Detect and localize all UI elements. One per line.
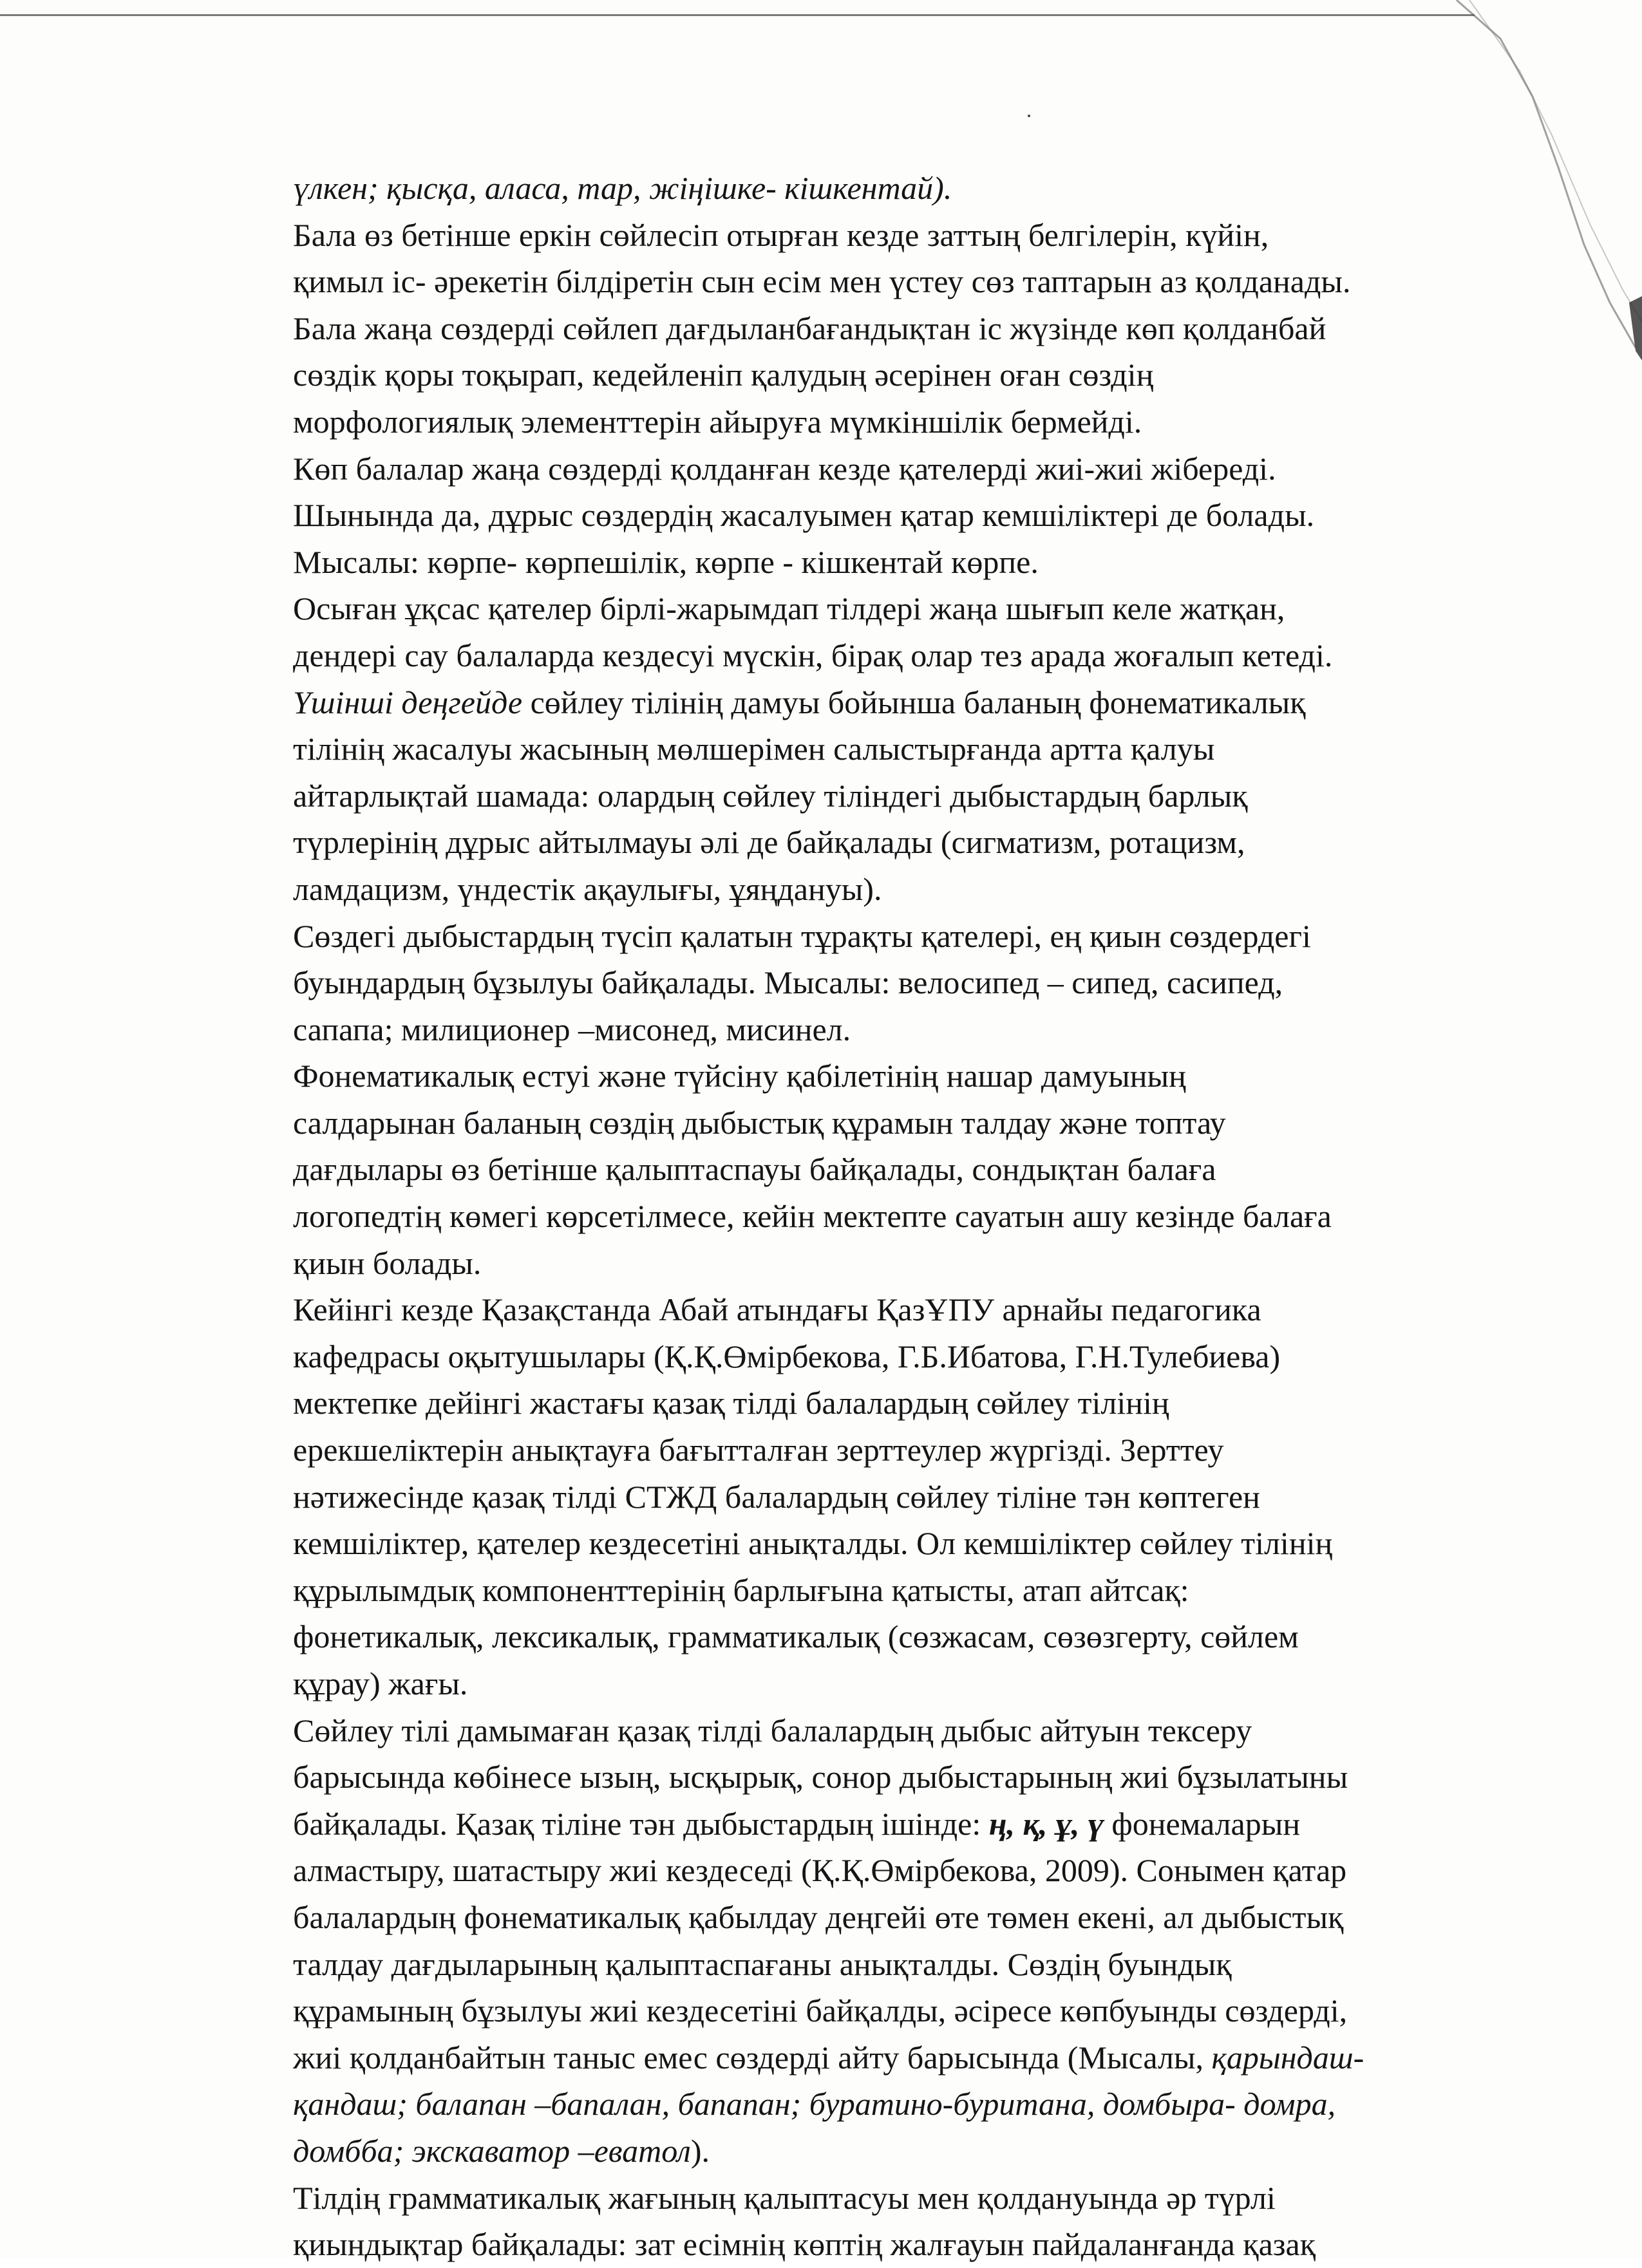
text-line <box>293 305 1574 352</box>
text-line <box>293 258 1574 305</box>
text-run: дендері сау балаларда кездесуі мүскін, бірақ олар тез арада жоғалып кетеді. <box>293 637 1333 673</box>
text-run: Үшінші деңгейде <box>293 684 523 720</box>
text-line <box>293 1427 1574 1474</box>
text-run: құрау) жағы. <box>293 1665 468 1701</box>
text-line <box>293 212 1574 259</box>
text-line <box>293 445 1574 492</box>
text-line <box>293 2221 1574 2268</box>
document-text <box>293 165 1574 2268</box>
text-line <box>293 398 1574 445</box>
text-run: сапапа; милиционер –мисонед, мисинел. <box>293 1011 851 1047</box>
text-line <box>293 632 1574 679</box>
text-run: қиын болады. <box>293 1244 482 1281</box>
text-run: барысында көбінесе ызың, ысқырық, сонор дыбыстарының жиі бұзылатыны <box>293 1759 1348 1795</box>
text-run: Кейінгі кезде Қазақстанда Абай атындағы ҚазҰПУ арнайы педагогика <box>293 1291 1261 1328</box>
text-run: Мысалы: көрпе- көрпешілік, көрпе - кішкентай көрпе. <box>293 543 1039 580</box>
text-run: Сөздегі дыбыстардың түсіп қалатын тұрақты қателері, ең қиын сөздердегі <box>293 917 1311 954</box>
text-line <box>293 679 1574 726</box>
text-run: Тілдің грамматикалық жағының қалыптасуы мен қолдануында әр түрлі <box>293 2179 1276 2216</box>
text-run: Осыған ұқсас қателер бірлі-жарымдап тілдері жаңа шығып келе жатқан, <box>293 590 1285 627</box>
text-line <box>293 773 1574 820</box>
scan-dust-speck <box>1028 115 1030 117</box>
text-line <box>293 1894 1574 1941</box>
text-run: Фонематикалық естуі және түйсіну қабілетінің нашар дамуының <box>293 1058 1186 1094</box>
text-run: логопедтің көмегі көрсетілмесе, кейін мектепте сауатын ашу кезінде балаға <box>293 1198 1332 1235</box>
text-run: үлкен; қысқа, аласа, тар, жіңішке- кішкентай). <box>293 170 952 206</box>
text-line <box>293 165 1574 212</box>
text-run: нәтижесінде қазақ тілді СТЖД балалардың сөйлеу тіліне тән көптеген <box>293 1478 1260 1515</box>
text-run: қиындықтар байқалады: зат есімнің көптің жалғауын пайдаланғанда қазақ <box>293 2226 1316 2263</box>
text-line <box>293 913 1574 960</box>
text-line <box>293 1707 1574 1754</box>
text-line <box>293 1333 1574 1380</box>
text-line <box>293 1240 1574 1287</box>
text-run: морфологиялық элементтерін айыруға мүмкіншілік бермейді. <box>293 403 1142 440</box>
text-run: қандаш; балапан –бапалан, бапапан; буратино-буритана, домбыра- домра, <box>293 2086 1336 2123</box>
text-line <box>293 1520 1574 1567</box>
text-run: Шынында да, дұрыс сөздердің жасалуымен қатар кемшіліктері де болады. <box>293 497 1315 534</box>
text-run: байқалады. Қазақ тіліне тән дыбыстардың ішінде: <box>293 1805 989 1842</box>
text-line <box>293 1567 1574 1614</box>
text-line <box>293 1146 1574 1193</box>
text-line <box>293 1100 1574 1147</box>
text-run: тілінің жасалуы жасының мөлшерімен салыстырғанда артта қалуы <box>293 731 1215 767</box>
text-line <box>293 539 1574 586</box>
text-line <box>293 819 1574 866</box>
text-line <box>293 1847 1574 1894</box>
text-line <box>293 866 1574 913</box>
text-line <box>293 1941 1574 1988</box>
text-run: салдарынан баланың сөздің дыбыстық құрамын талдау және топтау <box>293 1104 1226 1141</box>
text-line <box>293 1801 1574 1848</box>
text-line <box>293 2034 1574 2081</box>
text-run: домбба; экскаватор –еватол <box>293 2132 691 2169</box>
text-line <box>293 1193 1574 1240</box>
text-line <box>293 1053 1574 1100</box>
text-run: түрлерінің дұрыс айтылмауы әлі де байқалады (сигматизм, ротацизм, <box>293 824 1245 861</box>
text-line <box>293 1987 1574 2034</box>
text-run: фонемаларын <box>1103 1805 1301 1842</box>
text-line <box>293 1380 1574 1427</box>
text-run: кемшіліктер, қателер кездесетіні анықталды. Ол кемшіліктер сөйлеу тілінің <box>293 1525 1333 1562</box>
text-run: құрамының бұзылуы жиі кездесетіні байқалды, әсіресе көпбуынды сөздерді, <box>293 1992 1348 2029</box>
text-run: ң, қ, ұ, ү <box>988 1805 1104 1842</box>
text-run: қарындаш- <box>1211 2039 1364 2076</box>
text-line <box>293 585 1574 632</box>
text-run: құрылымдық компоненттерінің барлығына қатысты, атап айтсақ: <box>293 1571 1189 1608</box>
text-run: Бала жаңа сөздерді сөйлеп дағдыланбағандықтан іс жүзінде көп қолданбай <box>293 310 1326 346</box>
text-run: Көп балалар жаңа сөздерді қолданған кезде қателерді жиі-жиі жібереді. <box>293 450 1276 487</box>
text-line <box>293 492 1574 539</box>
text-line <box>293 1474 1574 1521</box>
text-run: ламдацизм, үндестік ақаулығы, ұяңдануы). <box>293 870 882 907</box>
text-run: қимыл іс- әрекетін білдіретін сын есім мен үстеу сөз таптарын аз қолданады. <box>293 263 1351 300</box>
text-line <box>293 959 1574 1006</box>
text-run: талдау дағдыларының қалыптаспағаны анықталды. Сөздің буындық <box>293 1945 1232 1982</box>
text-line <box>293 2081 1574 2128</box>
text-run: мектепке дейінгі жастағы қазақ тілді балалардың сөйлеу тілінің <box>293 1385 1169 1421</box>
text-line <box>293 2128 1574 2175</box>
text-run: Сөйлеу тілі дамымаған қазақ тілді балалардың дыбыс айтуын тексеру <box>293 1712 1252 1748</box>
text-run: буындардың бұзылуы байқалады. Мысалы: велосипед – сипед, сасипед, <box>293 964 1283 1001</box>
text-line <box>293 1613 1574 1660</box>
text-run: ). <box>690 2132 710 2169</box>
text-line <box>293 2175 1574 2222</box>
text-line <box>293 1006 1574 1053</box>
text-run: алмастыру, шатастыру жиі кездеседі (Қ.Қ.Өмірбекова, 2009). Сонымен қатар <box>293 1852 1347 1889</box>
text-run: Бала өз бетінше еркін сөйлесіп отырған кезде заттың белгілерін, күйін, <box>293 216 1269 253</box>
text-run: сөйлеу тілінің дамуы бойынша баланың фонематикалық <box>522 684 1306 720</box>
text-run: фонетикалық, лексикалық, грамматикалық (сөзжасам, сөзөзгерту, сөйлем <box>293 1618 1299 1655</box>
text-line <box>293 1286 1574 1333</box>
text-line <box>293 1754 1574 1801</box>
text-run: кафедрасы оқытушылары (Қ.Қ.Өмірбекова, Г.Б.Ибатова, Г.Н.Тулебиева) <box>293 1338 1281 1374</box>
text-run: ерекшеліктерін анықтауға бағытталған зерттеулер жүргізді. Зерттеу <box>293 1432 1224 1468</box>
text-run: жиі қолданбайтын таныс емес сөздерді айту барысында (Мысалы, <box>293 2039 1212 2076</box>
text-run: айтарлықтай шамада: олардың сөйлеу тіліндегі дыбыстардың барлық <box>293 777 1248 814</box>
text-run: сөздік қоры тоқырап, кедейленіп қалудың әсерінен оған сөздің <box>293 357 1154 393</box>
text-line <box>293 1660 1574 1707</box>
text-line <box>293 726 1574 773</box>
text-line <box>293 351 1574 398</box>
text-run: дағдылары өз бетінше қалыптаспауы байқалады, сондықтан балаға <box>293 1151 1216 1188</box>
text-run: балалардың фонематикалық қабылдау деңгейі өте төмен екені, ал дыбыстық <box>293 1898 1344 1935</box>
